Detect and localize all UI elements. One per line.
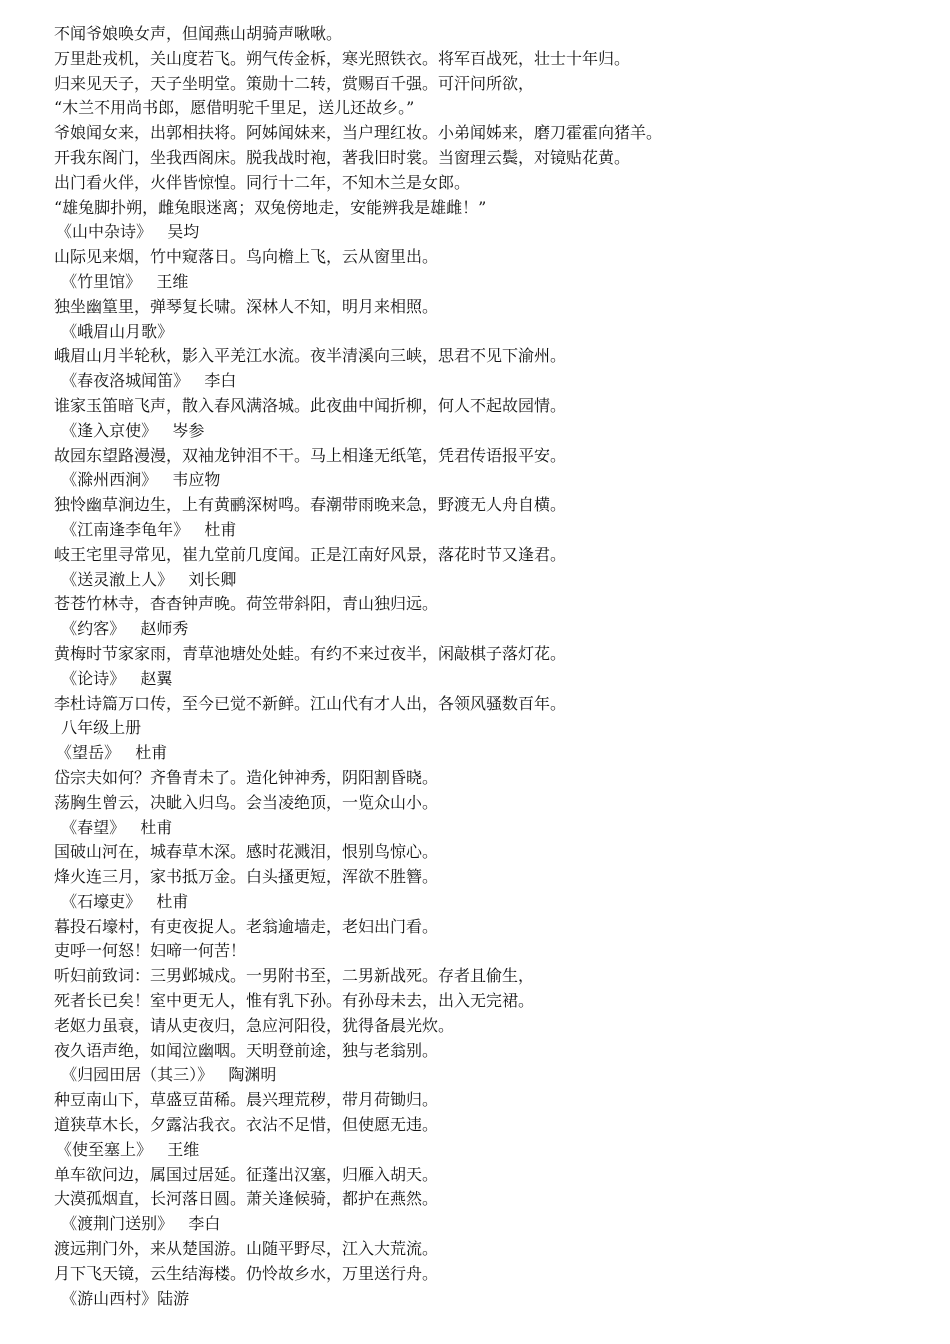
text-line: 独怜幽草涧边生，上有黄鹂深树鸣。春潮带雨晚来急，野渡无人舟自横。 [54,495,567,515]
poem-title-line: 《江南逢李龟年》 杜甫 [56,519,237,539]
text-line: “木兰不用尚书郎，愿借明驼千里足，送儿还故乡。” [54,98,415,118]
text-line: 道狭草木长，夕露沾我衣。衣沾不足惜，但使愿无违。 [54,1115,439,1135]
text-line: 吏呼一何怒！妇啼一何苦！ [54,941,247,961]
poem-title-line: 八年级上册 [56,718,142,738]
text-line: 开我东阁门，坐我西阁床。脱我战时袍，著我旧时裳。当窗理云鬓，对镜贴花黄。 [54,147,631,167]
text-line: 岐王宅里寻常见，崔九堂前几度闻。正是江南好风景，落花时节又逢君。 [54,544,567,564]
poem-title-line: 《山中杂诗》 吴均 [56,222,200,242]
text-line: 归来见天子，天子坐明堂。策勋十二转，赏赐百千强。可汗问所欲， [54,73,535,93]
poem-title-line: 《望岳》 杜甫 [56,743,168,763]
text-line: 李杜诗篇万口传，至今已觉不新鲜。江山代有才人出，各领风骚数百年。 [54,693,567,713]
text-line: 独坐幽篁里，弹琴复长啸。深林人不知，明月来相照。 [54,296,439,316]
poem-title-line: 《春望》 杜甫 [56,817,173,837]
text-line: 听妇前致词：三男邺城戍。一男附书至，二男新战死。存者且偷生， [54,966,535,986]
poem-title-line: 《峨眉山月歌》 [56,321,174,341]
poem-title-line: 《竹里馆》 王维 [56,271,189,291]
text-line: 出门看火伴，火伴皆惊惶。同行十二年，不知木兰是女郎。 [54,172,471,192]
poem-title-line: 《使至塞上》 王维 [56,1139,200,1159]
text-line: 苍苍竹林寺，杳杳钟声晚。荷笠带斜阳，青山独归远。 [54,594,439,614]
poem-title-line: 《石壕吏》 杜甫 [56,891,189,911]
text-line: 峨眉山月半轮秋，影入平羌江水流。夜半清溪向三峡，思君不见下渝州。 [54,346,567,366]
text-line: 夜久语声绝，如闻泣幽咽。天明登前途，独与老翁别。 [54,1040,439,1060]
text-line: 渡远荆门外，来从楚国游。山随平野尽，江入大荒流。 [54,1239,439,1259]
text-line: 烽火连三月，家书抵万金。白头搔更短，浑欲不胜簪。 [54,867,439,887]
text-line: 国破山河在，城春草木深。感时花溅泪，恨别鸟惊心。 [54,842,439,862]
poem-title-line: 《论诗》 赵翼 [56,668,173,688]
poem-title-line: 《渡荆门送别》 李白 [56,1214,221,1234]
text-line: 不闻爷娘唤女声，但闻燕山胡骑声啾啾。 [54,24,343,43]
document-page [54,22,934,1311]
text-line: 暮投石壕村，有吏夜捉人。老翁逾墙走，老妇出门看。 [54,916,439,936]
poem-title-line: 《游山西村》陆游 [56,1288,190,1308]
poem-title-line: 《逢入京使》 岑参 [56,420,205,440]
text-line: 山际见来烟，竹中窥落日。鸟向檐上飞，云从窗里出。 [54,247,439,267]
text-line: “雄兔脚扑朔，雌兔眼迷离；双兔傍地走，安能辨我是雄雌！” [54,197,487,217]
text-line: 爷娘闻女来，出郭相扶将。阿姊闻妹来，当户理红妆。小弟闻姊来，磨刀霍霍向猪羊。 [54,123,663,143]
text-line: 荡胸生曾云，决眦入归鸟。会当凌绝顶，一览众山小。 [54,792,439,812]
text-line: 种豆南山下，草盛豆苗稀。晨兴理荒秽，带月荷锄归。 [54,1090,439,1110]
text-line: 故园东望路漫漫，双袖龙钟泪不干。马上相逢无纸笔，凭君传语报平安。 [54,445,567,465]
text-line: 死者长已矣！室中更无人，惟有乳下孙。有孙母未去，出入无完裙。 [54,991,535,1011]
text-line: 谁家玉笛暗飞声，散入春风满洛城。此夜曲中闻折柳，何人不起故园情。 [54,395,567,415]
poem-title-line: 《归园田居（其三）》 陶渊明 [56,1065,277,1085]
text-line: 单车欲问边，属国过居延。征蓬出汉塞，归雁入胡天。 [54,1164,439,1184]
text-line: 岱宗夫如何？齐鲁青未了。造化钟神秀，阴阳割昏晓。 [54,767,439,787]
text-line: 月下飞天镜，云生结海楼。仍怜故乡水，万里送行舟。 [54,1263,439,1283]
poem-title-line: 《约客》 赵师秀 [56,619,189,639]
poem-title-line: 《滁州西涧》 韦应物 [56,470,221,490]
text-line: 大漠孤烟直，长河落日圆。萧关逢候骑，都护在燕然。 [54,1189,439,1209]
text-line: 万里赴戎机，关山度若飞。朔气传金柝，寒光照铁衣。将军百战死，壮士十年归。 [54,48,631,68]
poem-title-line: 《春夜洛城闻笛》 李白 [56,371,237,391]
poem-title-line: 《送灵澈上人》 刘长卿 [56,569,237,589]
text-line: 老妪力虽衰，请从吏夜归，急应河阳役，犹得备晨光炊。 [54,1015,455,1035]
text-line: 黄梅时节家家雨，青草池塘处处蛙。有约不来过夜半，闲敲棋子落灯花。 [54,643,567,663]
